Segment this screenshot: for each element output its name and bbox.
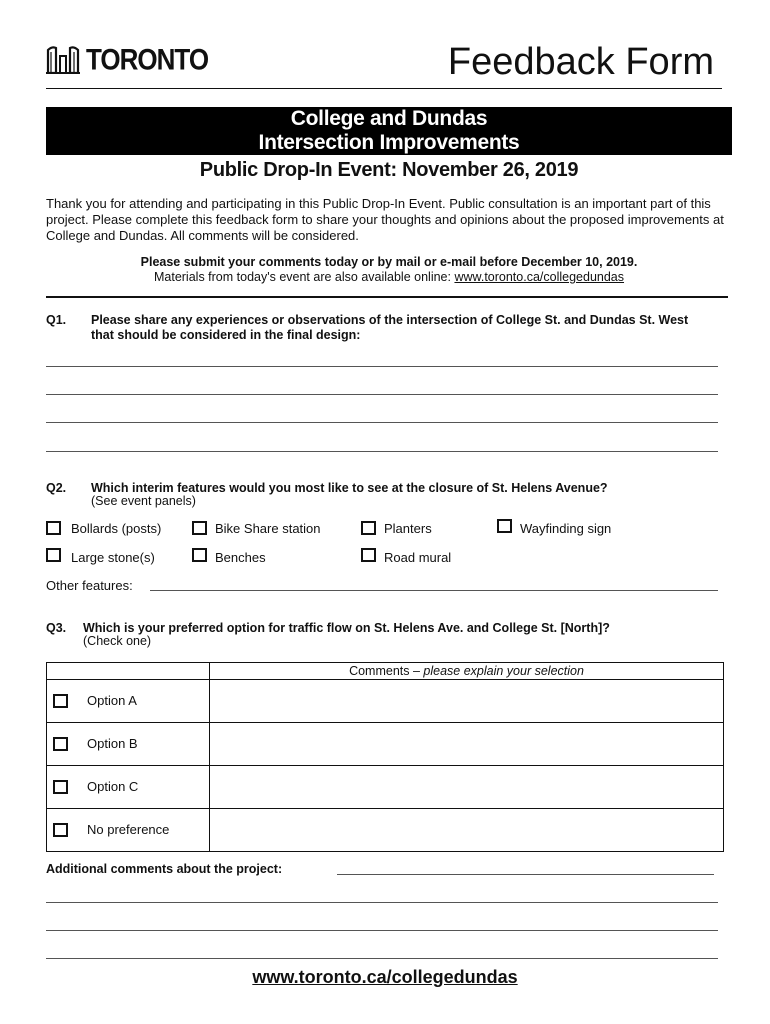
- section-divider: [46, 296, 728, 298]
- event-subtitle: Public Drop-In Event: November 26, 2019: [199, 159, 579, 181]
- intro-paragraph: Thank you for attending and participating in this Public Drop-In Event. Public consultation is an important part of this project. Please complete this feedback form to share your thoughts and opinions about the proposed improvements at College and Dundas. All comments will be considered.: [46, 196, 724, 243]
- checkbox-wayfinding[interactable]: [497, 519, 512, 533]
- materials-text: Materials from today's event are also available online:: [153, 270, 455, 284]
- option-c-label: Option C: [87, 779, 139, 794]
- q3-subtext: (Check one): [83, 634, 152, 648]
- option-b-comment[interactable]: [210, 723, 724, 766]
- checkbox-option-a[interactable]: [53, 694, 68, 708]
- option-label-benches: Benches: [215, 550, 266, 565]
- q1-answer-line-3[interactable]: [46, 422, 718, 423]
- checkbox-option-c[interactable]: [53, 780, 68, 794]
- option-label-road-mural: Road mural: [384, 550, 452, 565]
- no-preference-label: No preference: [87, 822, 170, 837]
- page-title: Feedback Form: [447, 41, 714, 83]
- checkbox-no-preference[interactable]: [53, 823, 68, 837]
- additional-comments-line-2[interactable]: [46, 930, 718, 931]
- materials-link[interactable]: www.toronto.ca/collegedundas: [454, 270, 625, 284]
- title-banner: [46, 107, 732, 155]
- additional-comments-line-0[interactable]: [337, 874, 714, 875]
- comments-header: [210, 663, 724, 680]
- option-a-comment[interactable]: [210, 680, 724, 723]
- option-b-label: Option B: [87, 736, 138, 751]
- other-features-line[interactable]: [150, 590, 718, 591]
- option-a-label: Option A: [87, 693, 137, 708]
- checkbox-option-b[interactable]: [53, 737, 68, 751]
- checkbox-bollards[interactable]: [46, 521, 61, 535]
- q2-subtext: (See event panels): [91, 494, 196, 508]
- option-label-wayfinding: Wayfinding sign: [520, 521, 612, 536]
- q1-number: Q1.: [46, 313, 67, 327]
- no-preference-cell: [47, 809, 210, 852]
- checkbox-planters[interactable]: [361, 521, 376, 535]
- checkbox-bike-share[interactable]: [192, 521, 207, 535]
- title-divider: [46, 88, 722, 89]
- no-preference-comment[interactable]: [210, 809, 724, 852]
- comments-header-italic: please explain your selection: [423, 664, 584, 678]
- additional-comments-line-3[interactable]: [46, 958, 718, 959]
- option-label-large-stones: Large stone(s): [71, 550, 155, 565]
- table-row: [47, 809, 724, 852]
- table-header-empty: [47, 663, 210, 680]
- submission-note: [46, 255, 732, 285]
- table-row: [47, 766, 724, 809]
- option-b-cell: [47, 723, 210, 766]
- city-hall-icon: [46, 44, 80, 74]
- option-label-bike-share: Bike Share station: [215, 521, 321, 536]
- checkbox-large-stones[interactable]: [46, 548, 61, 562]
- option-a-cell: [47, 680, 210, 723]
- additional-comments-label: Additional comments about the project:: [46, 862, 283, 876]
- q3-question: Which is your preferred option for traffic flow on St. Helens Ave. and College St. [North]?: [83, 621, 610, 635]
- toronto-logo: [46, 41, 209, 77]
- checkbox-road-mural[interactable]: [361, 548, 376, 562]
- option-label-planters: Planters: [384, 521, 432, 536]
- banner-line-1: College and Dundas: [290, 107, 488, 130]
- q3-number: Q3.: [46, 621, 67, 635]
- additional-comments-line-1[interactable]: [46, 902, 718, 903]
- option-c-cell: [47, 766, 210, 809]
- table-row: [47, 680, 724, 723]
- q3-options-table: [46, 662, 724, 852]
- option-c-comment[interactable]: [210, 766, 724, 809]
- q1-answer-line-1[interactable]: [46, 366, 718, 367]
- q1-question: Please share any experiences or observations of the intersection of College St. and Dundas St. West that should be considered in the final design:: [91, 313, 689, 342]
- q1-answer-line-4[interactable]: [46, 451, 718, 452]
- comments-header-text: Comments –: [349, 664, 424, 678]
- submission-deadline: Please submit your comments today or by mail or e-mail before December 10, 2019.: [140, 255, 638, 269]
- q2-number: Q2.: [46, 481, 67, 495]
- table-row: [47, 723, 724, 766]
- logo-wordmark: TORONTO: [86, 41, 209, 77]
- other-features-label: Other features:: [46, 578, 133, 593]
- footer-url-link[interactable]: www.toronto.ca/collegedundas: [252, 967, 518, 987]
- table-header-row: [47, 663, 724, 680]
- checkbox-benches[interactable]: [192, 548, 207, 562]
- option-label-bollards: Bollards (posts): [71, 521, 162, 536]
- q1-answer-line-2[interactable]: [46, 394, 718, 395]
- q2-question: Which interim features would you most like to see at the closure of St. Helens Avenue?: [91, 481, 608, 495]
- banner-line-2: Intersection Improvements: [258, 131, 520, 154]
